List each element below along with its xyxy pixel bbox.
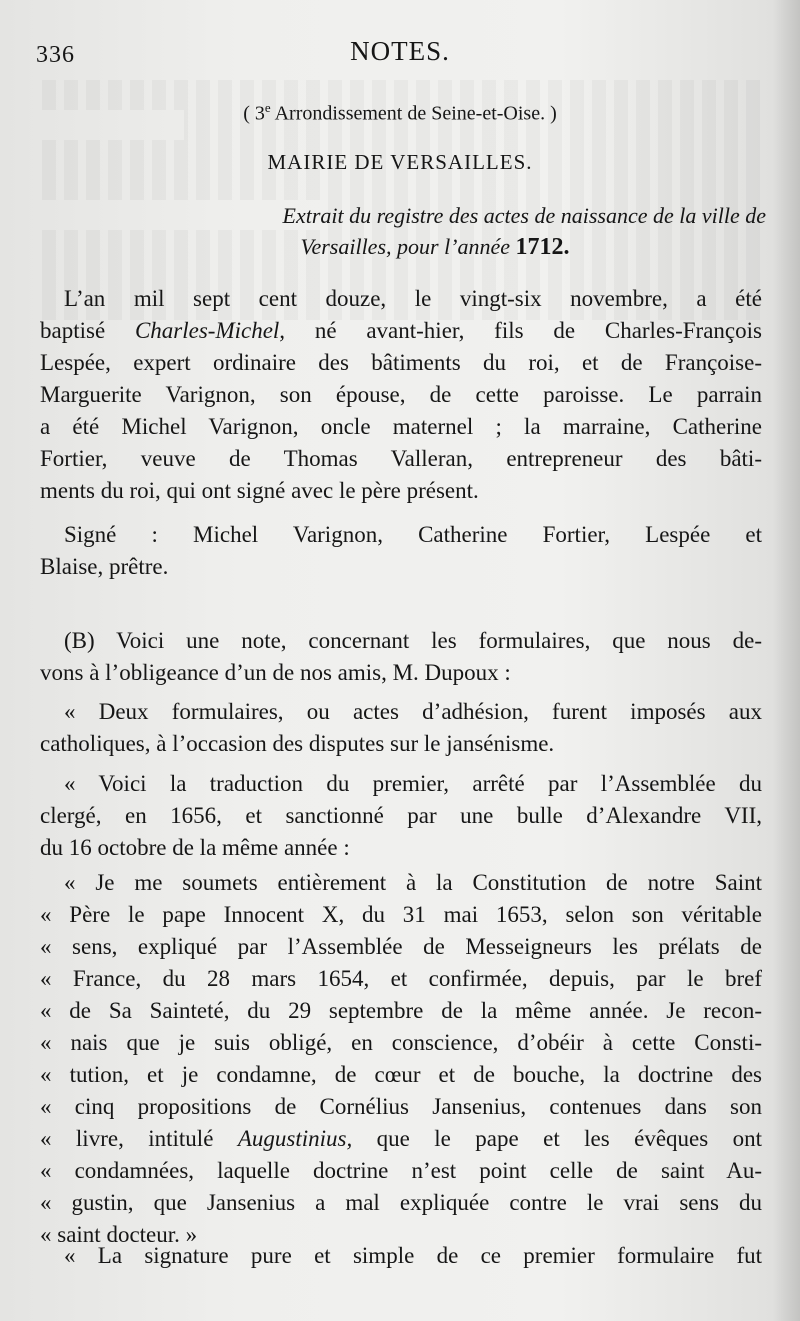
text-line: « gustin, que Jansenius a mal expliquée contre le vrai sens du xyxy=(40,1190,762,1215)
paragraph-signatures xyxy=(40,519,762,583)
page-edge-shadow xyxy=(772,0,800,1321)
paragraph-traduction xyxy=(40,768,762,864)
text-line: du 16 octobre de la même année : xyxy=(40,835,350,860)
text-line: « Père le pape Innocent X, du 31 mai 1653, selon son véritable xyxy=(40,902,762,927)
text-fragment: baptisé xyxy=(40,318,135,343)
text-line: (B) Voici une note, concernant les formulaires, que nous de- xyxy=(64,628,762,653)
text-line: « nais que je suis obligé, en conscience, d’obéir à cette Consti- xyxy=(40,1030,762,1055)
text-line: « Deux formulaires, ou actes d’adhésion, furent imposés aux xyxy=(64,699,762,724)
text-line: « saint docteur. » xyxy=(40,1222,198,1247)
text-line: « condamnées, laquelle doctrine n’est point celle de saint Au- xyxy=(40,1158,762,1183)
arrondissement-heading xyxy=(0,100,800,126)
extrait-line-1: Extrait du registre des actes de naissance de la ville de xyxy=(282,203,766,228)
arrondissement-pre: ( 3 xyxy=(243,102,265,125)
paragraph-note-b xyxy=(40,625,762,689)
extrait-line-2 xyxy=(40,231,770,263)
text-line: « France, du 28 mars 1654, et confirmée, depuis, par le bref xyxy=(40,966,762,991)
extrait-year: 1712. xyxy=(515,234,570,260)
arrondissement-post: Arrondissement de Seine-et-Oise. ) xyxy=(270,102,557,125)
text-line xyxy=(40,1123,762,1155)
extrait-heading xyxy=(40,200,770,263)
text-line: « Voici la traduction du premier, arrêté par l’Assemblée du xyxy=(64,771,762,796)
text-fragment: né avant-hier, fils de Charles-François xyxy=(285,318,762,343)
text-line: Blaise, prêtre. xyxy=(40,554,169,579)
text-line: Lespée, expert ordinaire des bâtiments du roi, et de Françoise- xyxy=(40,350,762,375)
text-line: « Je me soumets entièrement à la Constitution de notre Saint xyxy=(64,870,762,895)
paragraph-formulaire-text xyxy=(40,867,762,1251)
text-line: Marguerite Varignon, son épouse, de cette paroisse. Le parrain xyxy=(40,382,762,407)
mairie-heading: MAIRIE DE VERSAILLES. xyxy=(267,150,533,174)
text-line: « sens, expliqué par l’Assemblée de Messeigneurs les prélats de xyxy=(40,934,762,959)
text-line: Fortier, veuve de Thomas Valleran, entrepreneur des bâti- xyxy=(40,446,762,471)
text-line: ments du roi, qui ont signé avec le père présent. xyxy=(40,478,479,503)
paragraph-birth-record xyxy=(40,283,762,507)
text-line xyxy=(40,315,762,347)
running-title: NOTES. xyxy=(350,36,450,66)
page-number: 336 xyxy=(36,42,75,68)
italic-title: Augustinius, xyxy=(237,1126,353,1151)
text-fragment: que le pape et les évêques ont xyxy=(352,1126,762,1151)
text-line: « tution, et je condamne, de cœur et de bouche, la doctrine des xyxy=(40,1062,762,1087)
paragraph-signature-note xyxy=(40,1240,762,1272)
text-line: « cinq propositions de Cornélius Jansenius, contenues dans son xyxy=(40,1094,762,1119)
text-line: L’an mil sept cent douze, le vingt-six novembre, a été xyxy=(64,286,762,311)
text-line: a été Michel Varignon, oncle maternel ; la marraine, Catherine xyxy=(40,414,762,439)
text-fragment: « livre, intitulé xyxy=(40,1126,238,1151)
arrondissement-sup: e xyxy=(264,100,271,115)
text-line: catholiques, à l’occasion des disputes sur le jansénisme. xyxy=(40,731,555,756)
text-line: vons à l’obligeance d’un de nos amis, M. Dupoux : xyxy=(40,660,511,685)
italic-name: Charles-Michel, xyxy=(134,318,286,343)
extrait-line-2-text: Versailles, pour l’année xyxy=(300,234,516,259)
text-line: Signé : Michel Varignon, Catherine Fortier, Lespée et xyxy=(64,522,762,547)
text-line: « de Sa Sainteté, du 29 septembre de la même année. Je recon- xyxy=(40,998,762,1023)
text-line: clergé, en 1656, et sanctionné par une bulle d’Alexandre VII, xyxy=(40,803,762,828)
text-line: « La signature pure et simple de ce premier formulaire fut xyxy=(64,1243,762,1268)
paragraph-formulaires xyxy=(40,696,762,760)
